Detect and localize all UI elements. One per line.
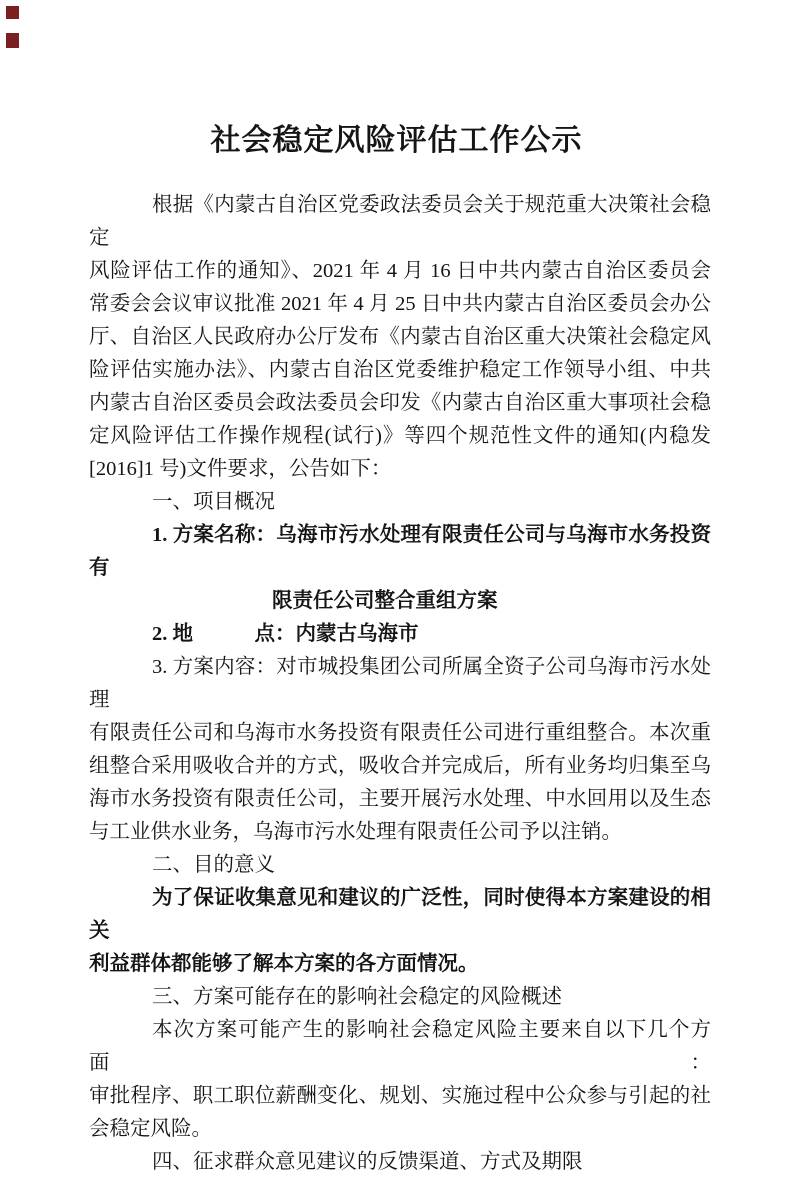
text-line: 根据《内蒙古自治区党委政法委员会关于规范重大决策社会稳定 bbox=[89, 194, 711, 249]
text-line: 险评估实施办法》、内蒙古自治区党委维护稳定工作领导小组、中共 bbox=[89, 359, 711, 381]
text-line: 限责任公司整合重组方案 bbox=[272, 590, 498, 612]
text-line: 厅、自治区人民政府办公厅发布《内蒙古自治区重大决策社会稳定风 bbox=[89, 326, 711, 348]
section-3-heading bbox=[89, 981, 711, 1014]
section-heading: 四、征求群众意见建议的反馈渠道、方式及期限 bbox=[152, 1151, 583, 1173]
section-heading: 三、方案可能存在的影响社会稳定的风险概述 bbox=[152, 986, 562, 1008]
text-line: 本次方案可能产生的影响社会稳定风险主要来自以下几个方面： bbox=[89, 1019, 711, 1074]
section-4-heading bbox=[89, 1146, 711, 1179]
item-3-plan-content bbox=[89, 651, 711, 849]
text-line: 3. 方案内容：对市城投集团公司所属全资子公司乌海市污水处理 bbox=[89, 656, 711, 711]
text-line: 与工业供水业务，乌海市污水处理有限责任公司予以注销。 bbox=[89, 821, 622, 843]
section-1-heading bbox=[89, 486, 711, 519]
corner-mark-bottom bbox=[6, 33, 19, 48]
text-line: 利益群体都能够了解本方案的各方面情况。 bbox=[89, 953, 479, 975]
item-2-location bbox=[89, 618, 711, 651]
text-line: [2016]1 号)文件要求，公告如下： bbox=[89, 458, 392, 480]
text-line: 风险评估工作的通知》、2021 年 4 月 16 日中共内蒙古自治区委员会 bbox=[89, 260, 711, 282]
text-line: 定风险评估工作操作规程(试行)》等四个规范性文件的通知(内稳发 bbox=[89, 425, 711, 447]
text-line: 有限责任公司和乌海市水务投资有限责任公司进行重组整合。本次重 bbox=[89, 722, 711, 744]
item-1-plan-name bbox=[89, 519, 711, 618]
text-line: 为了保证收集意见和建议的广泛性，同时使得本方案建设的相关 bbox=[89, 887, 711, 942]
text-line: 海市水务投资有限责任公司，主要开展污水处理、中水回用以及生态 bbox=[89, 788, 711, 810]
section-heading: 二、目的意义 bbox=[152, 854, 275, 876]
document-title: 社会稳定风险评估工作公示 bbox=[210, 124, 583, 157]
text-line: 组整合采用吸收合并的方式，吸收合并完成后，所有业务均归集至乌 bbox=[89, 755, 711, 777]
intro-paragraph bbox=[89, 189, 711, 486]
text-line: 审批程序、职工职位薪酬变化、规划、实施过程中公众参与引起的社 bbox=[89, 1085, 711, 1107]
text-line: 内蒙古自治区委员会政法委员会印发《内蒙古自治区重大事项社会稳 bbox=[89, 392, 711, 414]
text-line: 常委会会议审议批准 2021 年 4 月 25 日中共内蒙古自治区委员会办公 bbox=[89, 293, 711, 315]
text-line: 1. 方案名称：乌海市污水处理有限责任公司与乌海市水务投资有 bbox=[89, 524, 711, 579]
section-heading: 一、项目概况 bbox=[152, 491, 275, 513]
text-line: 会稳定风险。 bbox=[89, 1118, 212, 1140]
corner-mark-top bbox=[6, 6, 19, 19]
section-2-heading bbox=[89, 849, 711, 882]
document-body bbox=[89, 189, 711, 1179]
text-line: 2. 地 点：内蒙古乌海市 bbox=[152, 623, 419, 645]
section-2-paragraph bbox=[89, 882, 711, 981]
section-3-paragraph bbox=[89, 1014, 711, 1146]
